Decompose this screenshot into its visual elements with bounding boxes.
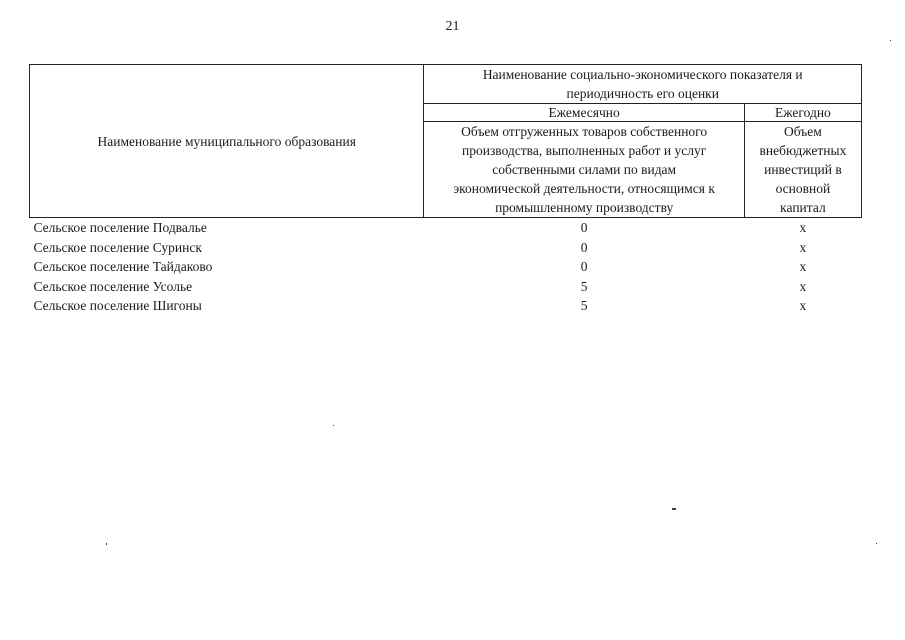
scan-speck (333, 425, 334, 426)
header-indicator-yearly-line1: Объем (784, 124, 822, 139)
table-row (30, 277, 862, 297)
header-indicator-group-line2: периодичность его оценки (566, 86, 719, 101)
page-number: 21 (445, 19, 460, 34)
header-indicator-yearly-line5: капитал (780, 200, 826, 215)
header-indicator-monthly-line2: производства, выполненных работ и услуг (462, 143, 707, 158)
scan-speck (890, 40, 891, 41)
header-period-yearly: Ежегодно (744, 104, 861, 122)
scan-speck (106, 543, 107, 545)
scan-speck (876, 543, 877, 544)
row-yearly-value: x (799, 239, 807, 255)
header-indicator-yearly-line2: внебюджетных (759, 143, 847, 158)
header-municipality: Наименование муниципального образования (30, 65, 424, 218)
header-indicator-monthly-line4: экономической деятельности, относящимся к (453, 181, 715, 196)
header-indicator-monthly-line3: собственными силами по видам (492, 162, 677, 177)
row-name: Сельское поселение Суринск (33, 239, 202, 255)
row-monthly-value: 0 (580, 259, 588, 274)
row-name: Сельское поселение Усолье (33, 278, 193, 294)
table-body (30, 218, 862, 316)
header-indicator-group-line1: Наименование социально-экономического показателя и (482, 67, 803, 82)
row-name: Сельское поселение Шигоны (33, 298, 202, 313)
row-name: Сельское поселение Тайдаково (33, 259, 213, 274)
table-header (30, 65, 862, 218)
row-monthly-value: 5 (580, 298, 588, 313)
header-indicator-monthly-line5: промышленному производству (495, 200, 674, 215)
row-monthly-value: 0 (580, 220, 588, 235)
row-yearly-value: x (799, 278, 807, 294)
row-yearly-value: x (799, 259, 807, 274)
row-monthly-value: 0 (580, 239, 588, 255)
table-row (30, 257, 862, 277)
table-row (30, 218, 862, 238)
header-indicator-monthly-line1: Объем отгруженных товаров собственного (461, 124, 708, 139)
header-indicator-yearly-line4: основной (775, 181, 831, 196)
table-row (30, 238, 862, 258)
scan-speck (672, 508, 676, 510)
row-name: Сельское поселение Подвалье (33, 220, 207, 235)
header-indicator-yearly (744, 122, 861, 218)
row-yearly-value: x (799, 298, 807, 313)
header-indicator-yearly-line3: инвестиций в (764, 162, 842, 177)
header-indicator-group (424, 65, 862, 104)
header-period-monthly: Ежемесячно (424, 104, 744, 122)
row-monthly-value: 5 (580, 278, 588, 294)
indicator-table (29, 64, 862, 316)
row-yearly-value: x (799, 220, 807, 235)
header-indicator-monthly (424, 122, 744, 218)
table-row (30, 296, 862, 316)
